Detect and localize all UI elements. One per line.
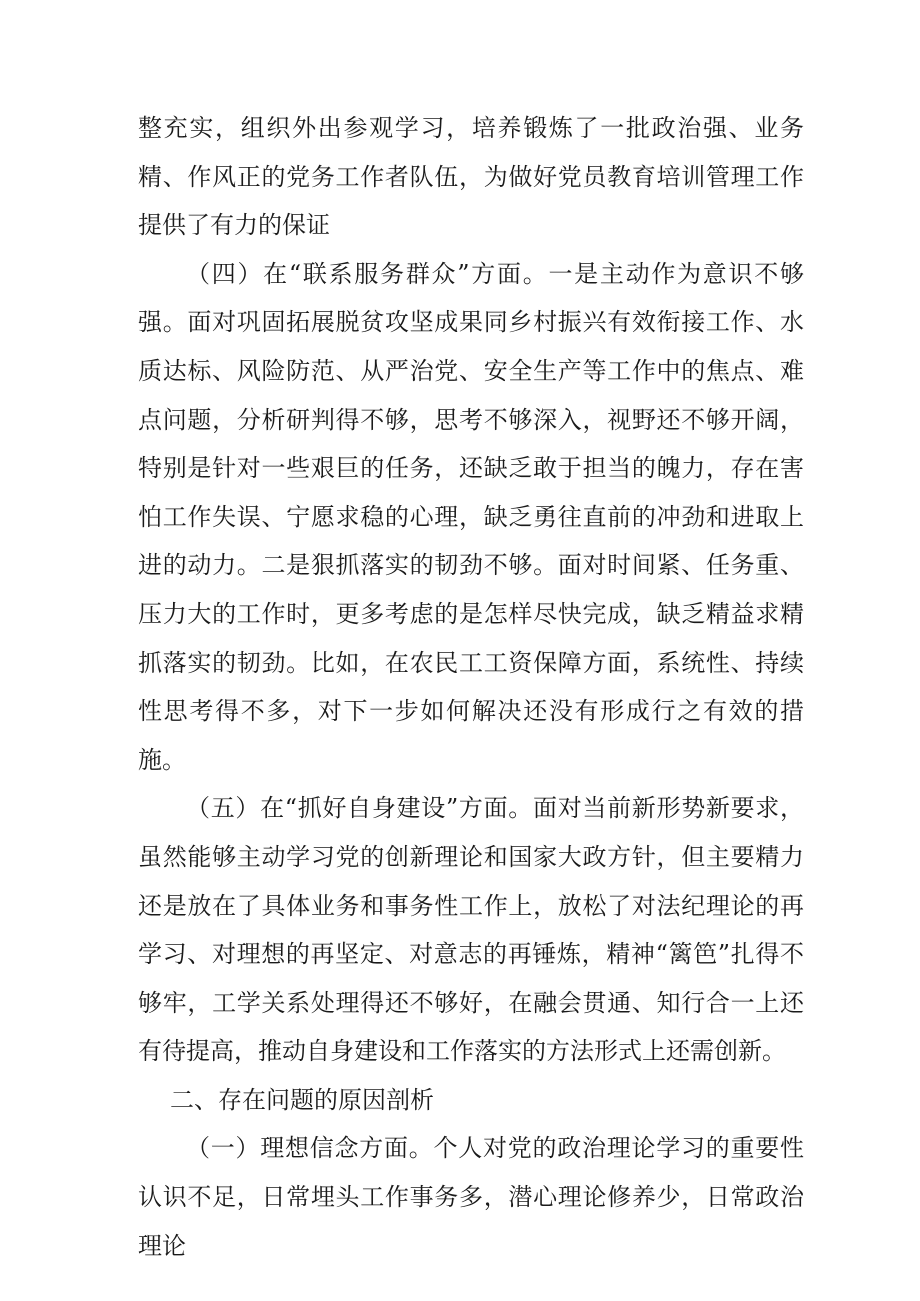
paragraph-section-five: （五）在“抓好自身建设”方面。面对当前新形势新要求，虽然能够主动学习党的创新理论和国家大政方针，但主要精力还是放在了具体业务和事务性工作上，放松了对法纪理论的再学习、对理想的再坚定、对意志的再锤炼，精神“篱笆”扎得不够牢，工学关系处理得还不够好，在融会贯通、知行合一上还有待提高，推动自身建设和工作落实的方法形式上还需创新。 (138, 794, 804, 1066)
paragraph-continuation: 整充实，组织外出参观学习，培养锻炼了一批政治强、业务精、作风正的党务工作者队伍，为做好党员教育培训管理工作提供了有力的保证 (138, 114, 804, 240)
paragraph-section-four: （四）在“联系服务群众”方面。一是主动作为意识不够强。面对巩固拓展脱贫攻坚成果同乡村振兴有效衔接工作、水质达标、风险防范、从严治党、安全生产等工作中的焦点、难点问题，分析研判得不够，思考不够深入，视野还不够开阔，特别是针对一些艰巨的任务，还缺乏敢于担当的魄力，存在害怕工作失误、宁愿求稳的心理，缺乏勇往直前的冲劲和进取上进的动力。二是狠抓落实的韧劲不够。面对时间紧、任务重、压力大的工作时，更多考虑的是怎样尽快完成，缺乏精益求精抓落实的韧劲。比如，在农民工工资保障方面，系统性、持续性思考得不多，对下一步如何解决还没有形成行之有效的措施。 (138, 259, 804, 774)
section-heading: 二、存在问题的原因剖析 (170, 1085, 434, 1114)
paragraph-cause-one: （一）理想信念方面。个人对党的政治理论学习的重要性认识不足，日常埋头工作事务多，潜心理论修养少，日常政治理论 (138, 1134, 804, 1260)
document-body (138, 104, 804, 1270)
